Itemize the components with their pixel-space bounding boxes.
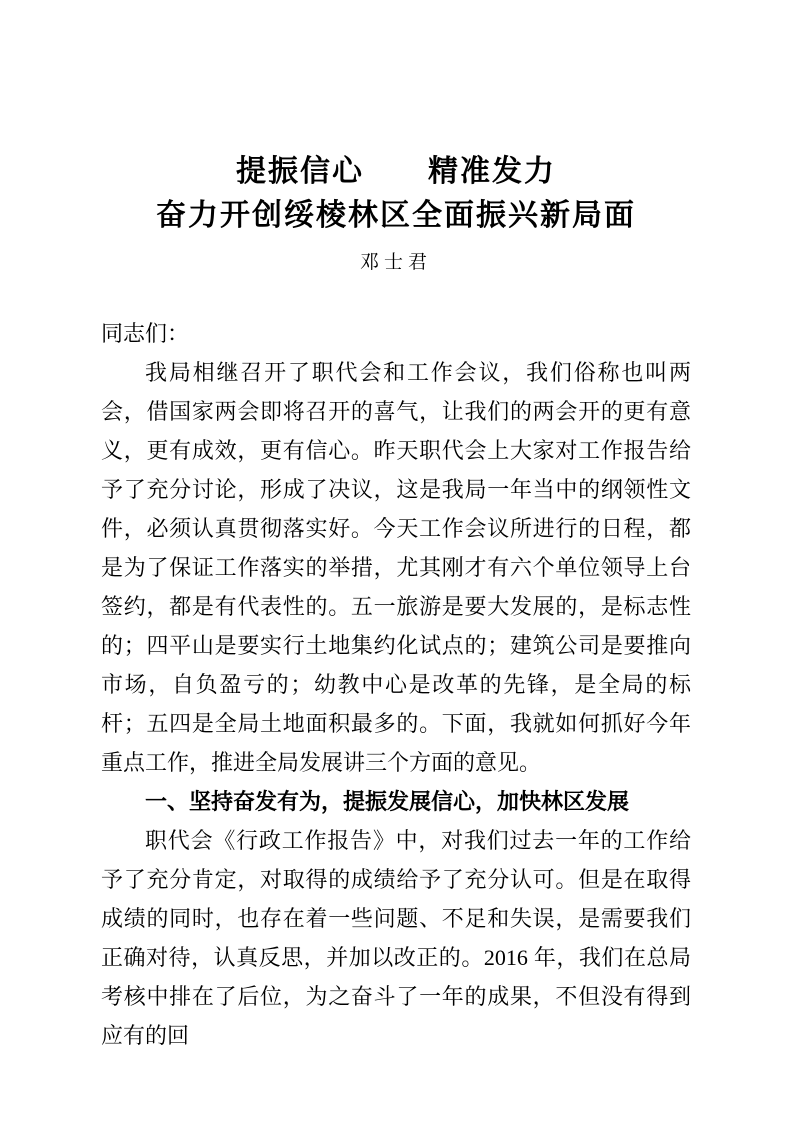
author-name: 邓士君 xyxy=(359,252,432,273)
document-body xyxy=(101,314,691,1055)
title-line-2: 奋力开创绥棱林区全面振兴新局面 xyxy=(156,199,636,232)
title-line-1: 提振信心 精准发力 xyxy=(236,155,556,188)
paragraph-2: 职代会《行政工作报告》中，对我们过去一年的工作给予了充分肯定，对取得的成绩给予了充分认可。但是在取得成绩的同时，也存在着一些问题、不足和失误，是需要我们正确对待，认真反思，并加以改正的。2016 年，我们在总局考核中排在了后位，为之奋斗了一年的成果，不但没有得到应有的回 xyxy=(101,828,691,1048)
section-heading-1: 一、坚持奋发有为，提振发展信心，加快林区发展 xyxy=(145,789,630,814)
page-content xyxy=(101,150,691,1055)
document-title xyxy=(101,150,691,238)
salutation: 同志们： xyxy=(101,321,190,346)
paragraph-1: 我局相继召开了职代会和工作会议，我们俗称也叫两会，借国家两会即将召开的喜气，让我们的两会开的更有意义，更有成效，更有信心。昨天职代会上大家对工作报告给予了充分讨论，形成了决议，这是我局一年当中的纲领性文件，必须认真贯彻落实好。今天工作会议所进行的日程，都是为了保证工作落实的举措，尤其刚才有六个单位领导上台签约，都是有代表性的。五一旅游是要大发展的，是标志性的；四平山是要实行土地集约化试点的；建筑公司是要推向市场，自负盈亏的；幼教中心是改革的先锋，是全局的标杆；五四是全局土地面积最多的。下面，我就如何抓好今年重点工作，推进全局发展讲三个方面的意见。 xyxy=(101,360,691,775)
